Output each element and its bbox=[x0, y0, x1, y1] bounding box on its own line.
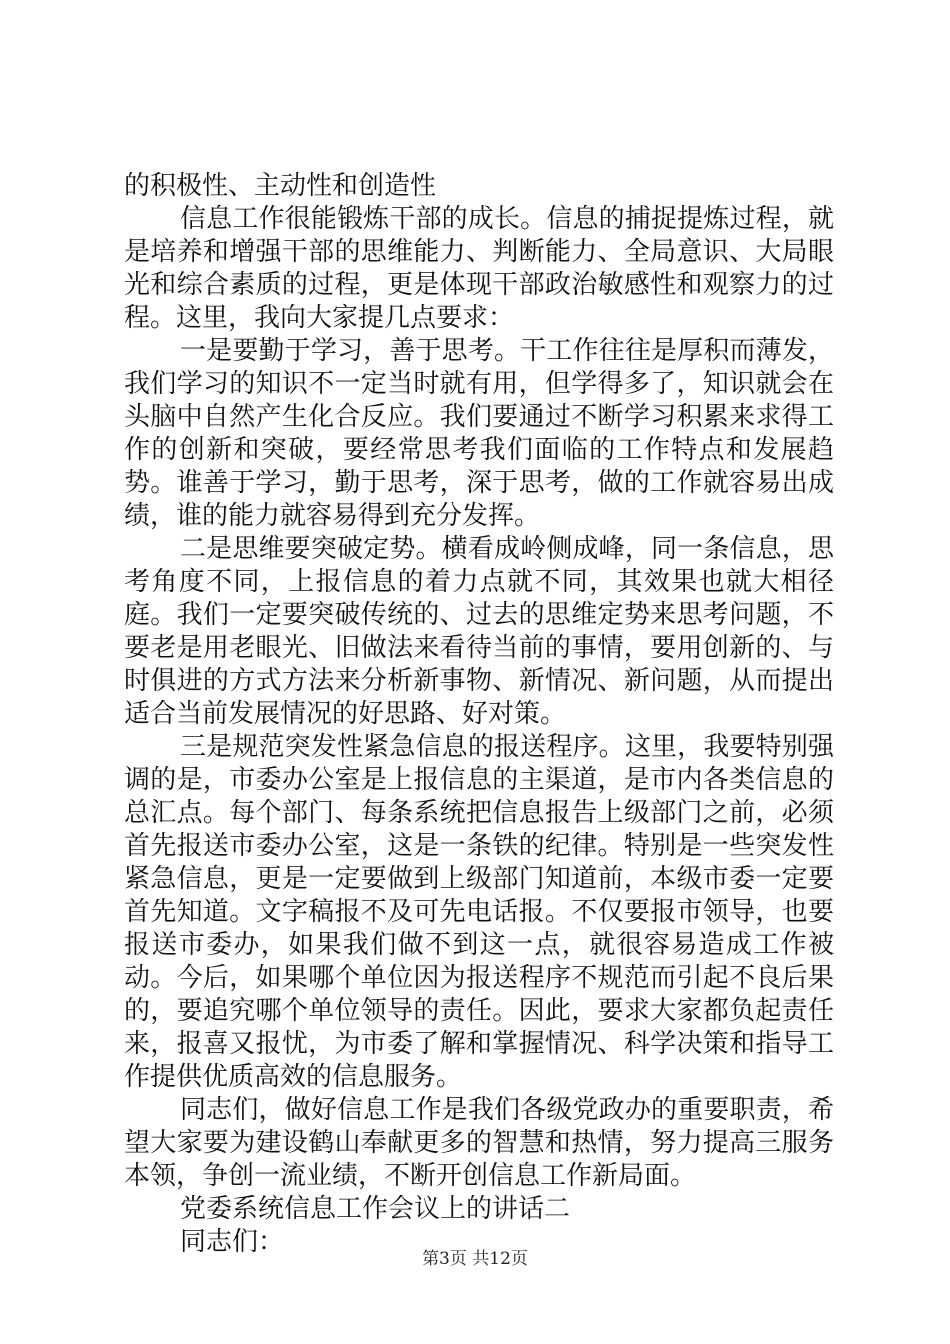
paragraph-closing: 同志们，做好信息工作是我们各级党政办的重要职责，希望大家要为建设鹤山奉献更多的智慧和热情，努力提高三服务本领，争创一流业绩，不断开创信息工作新局面。 bbox=[124, 1095, 834, 1191]
paragraph-continuation: 的积极性、主动性和创造性 bbox=[124, 171, 437, 201]
section-heading: 党委系统信息工作会议上的讲话二 bbox=[180, 1194, 571, 1224]
paragraph-requirement-1: 一是要勤于学习，善于思考。干工作往往是厚积而薄发，我们学习的知识不一定当时就有用，但学得多了，知识就会在头脑中自然产生化合反应。我们要通过不断学习积累来求得工作的创新和突破，要经常思考我们面临的工作特点和发展趋势。谁善于学习，勤于思考，深于思考，做的工作就容易出成绩，谁的能力就容易得到充分发挥。 bbox=[124, 336, 834, 531]
paragraph-requirement-2: 二是思维要突破定势。横看成岭侧成峰，同一条信息，思考角度不同，上报信息的着力点就不同，其效果也就大相径庭。我们一定要突破传统的、过去的思维定势来思考问题，不要老是用老眼光、旧做法来看待当前的事情，要用创新的、与时俱进的方式方法来分析新事物、新情况、新问题，从而提出适合当前发展情况的好思路、好对策。 bbox=[124, 534, 834, 729]
paragraph-requirement-3: 三是规范突发性紧急信息的报送程序。这里，我要特别强调的是，市委办公室是上报信息的主渠道，是市内各类信息的总汇点。每个部门、每条系统把信息报告上级部门之前，必须首先报送市委办公室，这是一条铁的纪律。特别是一些突发性紧急信息，更是一定要做到上级部门知道前，本级市委一定要首先知道。文字稿报不及可先电话报。不仅要报市领导，也要报送市委办，如果我们做不到这一点，就很容易造成工作被动。今后，如果哪个单位因为报送程序不规范而引起不良后果的，要追究哪个单位领导的责任。因此，要求大家都负起责任来，报喜又报忧，为市委了解和掌握情况、科学决策和指导工作提供优质高效的信息服务。 bbox=[124, 732, 834, 1092]
document-body bbox=[124, 170, 834, 1259]
salutation: 同志们： bbox=[180, 1227, 285, 1257]
page-number: 第3页 共12页 bbox=[422, 1249, 528, 1269]
paragraph-intro: 信息工作很能锻炼干部的成长。信息的捕捉提炼过程，就是培养和增强干部的思维能力、判断能力、全局意识、大局眼光和综合素质的过程，更是体现干部政治敏感性和观察力的过程。这里，我向大家提几点要求： bbox=[124, 204, 834, 333]
